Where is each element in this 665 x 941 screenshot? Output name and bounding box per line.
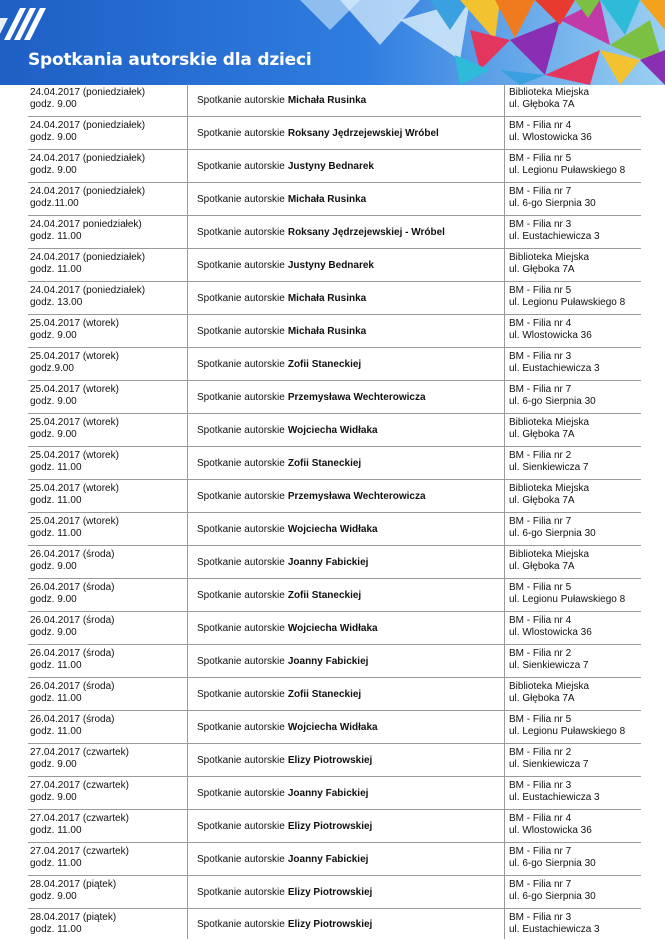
library-address: ul. Głęboka 7A xyxy=(509,693,575,704)
place-cell xyxy=(506,348,641,380)
author-name: Zofii Staneckiej xyxy=(287,589,362,601)
date-cell xyxy=(28,744,188,776)
table-row xyxy=(28,711,641,744)
schedule-table xyxy=(28,84,641,939)
time-text: godz. 9.00 xyxy=(30,792,77,803)
time-text: godz. 9.00 xyxy=(30,99,77,110)
author-name: Zofii Staneckiej xyxy=(287,457,362,469)
place-cell xyxy=(506,711,641,743)
event-cell xyxy=(189,843,505,875)
library-address: ul. 6-go Sierpnia 30 xyxy=(509,528,596,539)
date-text: 28.04.2017 (piątek) xyxy=(30,879,117,890)
event-cell xyxy=(189,711,505,743)
place-cell xyxy=(506,777,641,809)
table-row xyxy=(28,843,641,876)
time-text: godz.9.00 xyxy=(30,363,74,374)
date-cell xyxy=(28,513,188,545)
library-address: ul. 6-go Sierpnia 30 xyxy=(509,858,596,869)
library-name: BM - Filia nr 4 xyxy=(509,318,572,329)
library-name: BM - Filia nr 7 xyxy=(509,846,572,857)
event-cell xyxy=(189,183,505,215)
library-address: ul. Legionu Puławskiego 8 xyxy=(509,165,626,176)
table-row xyxy=(28,84,641,117)
event-type: Spotkanie autorskie xyxy=(197,589,285,601)
event-cell xyxy=(189,249,505,281)
event-cell xyxy=(189,447,505,479)
time-text: godz. 11.00 xyxy=(30,825,82,836)
time-text: godz. 9.00 xyxy=(30,330,77,341)
event-cell xyxy=(189,480,505,512)
author-name: Wojciecha Widłaka xyxy=(287,622,378,634)
date-cell xyxy=(28,579,188,611)
table-row xyxy=(28,183,641,216)
table-row xyxy=(28,546,641,579)
table-row xyxy=(28,612,641,645)
place-cell xyxy=(506,381,641,413)
date-cell xyxy=(28,645,188,677)
date-cell xyxy=(28,381,188,413)
date-cell xyxy=(28,183,188,215)
library-name: BM - Filia nr 2 xyxy=(509,450,572,461)
author-name: Roksany Jędrzejewskiej - Wróbel xyxy=(287,226,445,238)
author-name: Elizy Piotrowskiej xyxy=(287,918,373,930)
date-cell xyxy=(28,876,188,908)
date-cell xyxy=(28,678,188,710)
place-cell xyxy=(506,579,641,611)
date-cell xyxy=(28,348,188,380)
place-cell xyxy=(506,546,641,578)
library-name: BM - Filia nr 5 xyxy=(509,714,572,725)
table-row xyxy=(28,876,641,909)
author-name: Justyny Bednarek xyxy=(287,160,374,172)
time-text: godz. 9.00 xyxy=(30,627,77,638)
author-name: Justyny Bednarek xyxy=(287,259,374,271)
event-type: Spotkanie autorskie xyxy=(197,556,285,568)
event-cell xyxy=(189,777,505,809)
author-name: Wojciecha Widłaka xyxy=(287,424,378,436)
place-cell xyxy=(506,645,641,677)
author-name: Joanny Fabickiej xyxy=(287,655,369,667)
date-text: 26.04.2017 (środa) xyxy=(30,648,115,659)
date-text: 25.04.2017 (wtorek) xyxy=(30,450,119,461)
place-cell xyxy=(506,612,641,644)
date-cell xyxy=(28,216,188,248)
place-cell xyxy=(506,480,641,512)
place-cell xyxy=(506,447,641,479)
author-name: Wojciecha Widłaka xyxy=(287,721,378,733)
date-text: 27.04.2017 (czwartek) xyxy=(30,747,129,758)
library-address: ul. 6-go Sierpnia 30 xyxy=(509,198,596,209)
library-address: ul. Głęboka 7A xyxy=(509,561,575,572)
event-type: Spotkanie autorskie xyxy=(197,886,285,898)
time-text: godz.11.00 xyxy=(30,198,79,209)
place-cell xyxy=(506,282,641,314)
event-type: Spotkanie autorskie xyxy=(197,226,285,238)
library-name: Biblioteka Miejska xyxy=(509,417,590,428)
event-type: Spotkanie autorskie xyxy=(197,622,285,634)
table-row xyxy=(28,117,641,150)
library-address: ul. Eustachiewicza 3 xyxy=(509,231,600,242)
date-text: 25.04.2017 (wtorek) xyxy=(30,483,119,494)
date-text: 24.04.2017 (poniedziałek) xyxy=(30,285,146,296)
date-cell xyxy=(28,150,188,182)
place-cell xyxy=(506,843,641,875)
event-cell xyxy=(189,150,505,182)
date-text: 27.04.2017 (czwartek) xyxy=(30,846,129,857)
event-type: Spotkanie autorskie xyxy=(197,325,285,337)
library-name: BM - Filia nr 4 xyxy=(509,615,572,626)
time-text: godz. 9.00 xyxy=(30,165,77,176)
library-name: BM - Filia nr 4 xyxy=(509,813,572,824)
event-type: Spotkanie autorskie xyxy=(197,193,285,205)
date-text: 25.04.2017 (wtorek) xyxy=(30,417,119,428)
time-text: godz. 11.00 xyxy=(30,660,82,671)
event-type: Spotkanie autorskie xyxy=(197,292,285,304)
event-cell xyxy=(189,414,505,446)
time-text: godz. 9.00 xyxy=(30,396,77,407)
library-name: BM - Filia nr 2 xyxy=(509,648,572,659)
author-name: Roksany Jędrzejewskiej Wróbel xyxy=(287,127,439,139)
date-cell xyxy=(28,546,188,578)
date-cell xyxy=(28,480,188,512)
table-row xyxy=(28,216,641,249)
event-cell xyxy=(189,117,505,149)
date-text: 24.04.2017 (poniedziałek) xyxy=(30,252,146,263)
place-cell xyxy=(506,84,641,116)
date-text: 26.04.2017 (środa) xyxy=(30,714,115,725)
library-name: BM - Filia nr 7 xyxy=(509,186,572,197)
library-address: ul. Sienkiewicza 7 xyxy=(509,462,589,473)
event-type: Spotkanie autorskie xyxy=(197,391,285,403)
place-cell xyxy=(506,513,641,545)
date-text: 25.04.2017 (wtorek) xyxy=(30,384,119,395)
event-type: Spotkanie autorskie xyxy=(197,655,285,667)
place-cell xyxy=(506,315,641,347)
event-cell xyxy=(189,876,505,908)
time-text: godz. 9.00 xyxy=(30,132,77,143)
date-text: 24.04.2017 poniedziałek) xyxy=(30,219,142,230)
event-type: Spotkanie autorskie xyxy=(197,918,285,930)
table-row xyxy=(28,249,641,282)
table-row xyxy=(28,282,641,315)
author-name: Przemysława Wechterowicza xyxy=(287,490,426,502)
library-address: ul. Głęboka 7A xyxy=(509,429,575,440)
page-title: Spotkania autorskie dla dzieci xyxy=(28,50,312,70)
place-cell xyxy=(506,909,641,939)
date-text: 26.04.2017 (środa) xyxy=(30,549,115,560)
event-cell xyxy=(189,612,505,644)
library-name: BM - Filia nr 5 xyxy=(509,153,572,164)
author-name: Michała Rusinka xyxy=(287,94,367,106)
date-text: 27.04.2017 (czwartek) xyxy=(30,813,129,824)
date-cell xyxy=(28,282,188,314)
author-name: Przemysława Wechterowicza xyxy=(287,391,426,403)
library-name: Biblioteka Miejska xyxy=(509,87,590,98)
time-text: godz. 11.00 xyxy=(30,924,82,935)
table-row xyxy=(28,150,641,183)
event-type: Spotkanie autorskie xyxy=(197,160,285,172)
library-name: BM - Filia nr 7 xyxy=(509,879,572,890)
event-type: Spotkanie autorskie xyxy=(197,457,285,469)
library-name: BM - Filia nr 4 xyxy=(509,120,572,131)
place-cell xyxy=(506,414,641,446)
library-name: Biblioteka Miejska xyxy=(509,483,590,494)
table-row xyxy=(28,744,641,777)
event-cell xyxy=(189,579,505,611)
event-type: Spotkanie autorskie xyxy=(197,721,285,733)
place-cell xyxy=(506,216,641,248)
table-row xyxy=(28,480,641,513)
header-graphic xyxy=(0,0,665,85)
event-cell xyxy=(189,678,505,710)
table-row xyxy=(28,678,641,711)
author-name: Elizy Piotrowskiej xyxy=(287,820,373,832)
event-type: Spotkanie autorskie xyxy=(197,127,285,139)
time-text: godz. 11.00 xyxy=(30,495,82,506)
library-address: ul. Wlostowicka 36 xyxy=(509,825,592,836)
author-name: Michała Rusinka xyxy=(287,325,367,337)
event-type: Spotkanie autorskie xyxy=(197,490,285,502)
event-cell xyxy=(189,810,505,842)
table-row xyxy=(28,513,641,546)
date-text: 25.04.2017 (wtorek) xyxy=(30,351,119,362)
library-address: ul. Sienkiewicza 7 xyxy=(509,759,589,770)
place-cell xyxy=(506,249,641,281)
date-cell xyxy=(28,315,188,347)
date-cell xyxy=(28,414,188,446)
event-type: Spotkanie autorskie xyxy=(197,853,285,865)
library-name: BM - Filia nr 5 xyxy=(509,582,572,593)
date-text: 24.04.2017 (poniedziałek) xyxy=(30,153,146,164)
date-cell xyxy=(28,612,188,644)
event-type: Spotkanie autorskie xyxy=(197,94,285,106)
library-address: ul. 6-go Sierpnia 30 xyxy=(509,891,596,902)
library-name: BM - Filia nr 3 xyxy=(509,780,572,791)
date-cell xyxy=(28,117,188,149)
date-text: 25.04.2017 (wtorek) xyxy=(30,318,119,329)
event-type: Spotkanie autorskie xyxy=(197,424,285,436)
library-address: ul. Legionu Puławskiego 8 xyxy=(509,594,626,605)
table-row xyxy=(28,447,641,480)
date-text: 25.04.2017 (wtorek) xyxy=(30,516,119,527)
date-cell xyxy=(28,810,188,842)
library-address: ul. Głęboka 7A xyxy=(509,99,575,110)
library-name: BM - Filia nr 5 xyxy=(509,285,572,296)
place-cell xyxy=(506,744,641,776)
date-cell xyxy=(28,84,188,116)
date-text: 24.04.2017 (poniedziałek) xyxy=(30,87,146,98)
author-name: Michała Rusinka xyxy=(287,193,367,205)
time-text: godz. 13.00 xyxy=(30,297,83,308)
time-text: godz. 11.00 xyxy=(30,528,82,539)
table-row xyxy=(28,315,641,348)
library-address: ul. Eustachiewicza 3 xyxy=(509,792,600,803)
author-name: Michała Rusinka xyxy=(287,292,367,304)
library-name: BM - Filia nr 3 xyxy=(509,912,572,923)
date-cell xyxy=(28,909,188,939)
date-text: 27.04.2017 (czwartek) xyxy=(30,780,129,791)
time-text: godz. 9.00 xyxy=(30,891,77,902)
event-type: Spotkanie autorskie xyxy=(197,787,285,799)
date-cell xyxy=(28,777,188,809)
event-cell xyxy=(189,348,505,380)
time-text: godz. 9.00 xyxy=(30,759,77,770)
library-address: ul. Eustachiewicza 3 xyxy=(509,363,600,374)
date-text: 26.04.2017 (środa) xyxy=(30,681,115,692)
time-text: godz. 9.00 xyxy=(30,594,77,605)
table-row xyxy=(28,381,641,414)
place-cell xyxy=(506,117,641,149)
event-cell xyxy=(189,546,505,578)
event-type: Spotkanie autorskie xyxy=(197,688,285,700)
header-banner xyxy=(0,0,665,85)
library-address: ul. Legionu Puławskiego 8 xyxy=(509,297,626,308)
library-name: BM - Filia nr 7 xyxy=(509,384,572,395)
date-text: 24.04.2017 (poniedziałek) xyxy=(30,120,146,131)
author-name: Elizy Piotrowskiej xyxy=(287,886,373,898)
event-type: Spotkanie autorskie xyxy=(197,259,285,271)
table-row xyxy=(28,777,641,810)
table-row xyxy=(28,645,641,678)
date-text: 24.04.2017 (poniedziałek) xyxy=(30,186,146,197)
library-name: Biblioteka Miejska xyxy=(509,681,590,692)
date-text: 26.04.2017 (środa) xyxy=(30,582,115,593)
library-name: Biblioteka Miejska xyxy=(509,549,590,560)
library-name: BM - Filia nr 7 xyxy=(509,516,572,527)
table-row xyxy=(28,810,641,843)
date-cell xyxy=(28,447,188,479)
library-name: BM - Filia nr 3 xyxy=(509,351,572,362)
event-cell xyxy=(189,513,505,545)
date-cell xyxy=(28,843,188,875)
table-row xyxy=(28,414,641,447)
event-type: Spotkanie autorskie xyxy=(197,820,285,832)
place-cell xyxy=(506,810,641,842)
time-text: godz. 11.00 xyxy=(30,693,82,704)
time-text: godz. 11.00 xyxy=(30,858,82,869)
event-cell xyxy=(189,645,505,677)
place-cell xyxy=(506,183,641,215)
date-text: 26.04.2017 (środa) xyxy=(30,615,115,626)
event-type: Spotkanie autorskie xyxy=(197,754,285,766)
author-name: Zofii Staneckiej xyxy=(287,688,362,700)
event-type: Spotkanie autorskie xyxy=(197,523,285,535)
time-text: godz. 11.00 xyxy=(30,264,82,275)
place-cell xyxy=(506,678,641,710)
time-text: godz. 11.00 xyxy=(30,231,82,242)
library-address: ul. Głęboka 7A xyxy=(509,264,575,275)
library-name: BM - Filia nr 2 xyxy=(509,747,572,758)
event-cell xyxy=(189,381,505,413)
author-name: Joanny Fabickiej xyxy=(287,787,369,799)
place-cell xyxy=(506,876,641,908)
time-text: godz. 9.00 xyxy=(30,561,77,572)
event-cell xyxy=(189,216,505,248)
author-name: Joanny Fabickiej xyxy=(287,853,369,865)
library-address: ul. Legionu Puławskiego 8 xyxy=(509,726,626,737)
event-cell xyxy=(189,315,505,347)
event-cell xyxy=(189,744,505,776)
event-cell xyxy=(189,84,505,116)
library-name: BM - Filia nr 3 xyxy=(509,219,572,230)
library-address: ul. Sienkiewicza 7 xyxy=(509,660,589,671)
event-type: Spotkanie autorskie xyxy=(197,358,285,370)
event-cell xyxy=(189,909,505,939)
time-text: godz. 11.00 xyxy=(30,726,82,737)
table-row xyxy=(28,348,641,381)
library-address: ul. Wlostowicka 36 xyxy=(509,132,592,143)
author-name: Elizy Piotrowskiej xyxy=(287,754,373,766)
author-name: Joanny Fabickiej xyxy=(287,556,369,568)
library-address: ul. Wlostowicka 36 xyxy=(509,330,592,341)
place-cell xyxy=(506,150,641,182)
time-text: godz. 9.00 xyxy=(30,429,77,440)
date-cell xyxy=(28,249,188,281)
author-name: Wojciecha Widłaka xyxy=(287,523,378,535)
date-cell xyxy=(28,711,188,743)
library-address: ul. Głęboka 7A xyxy=(509,495,575,506)
library-address: ul. Wlostowicka 36 xyxy=(509,627,592,638)
date-text: 28.04.2017 (piątek) xyxy=(30,912,117,923)
table-row xyxy=(28,579,641,612)
event-cell xyxy=(189,282,505,314)
library-address: ul. Eustachiewicza 3 xyxy=(509,924,600,935)
table-row xyxy=(28,909,641,939)
author-name: Zofii Staneckiej xyxy=(287,358,362,370)
library-name: Biblioteka Miejska xyxy=(509,252,590,263)
time-text: godz. 11.00 xyxy=(30,462,82,473)
library-address: ul. 6-go Sierpnia 30 xyxy=(509,396,596,407)
